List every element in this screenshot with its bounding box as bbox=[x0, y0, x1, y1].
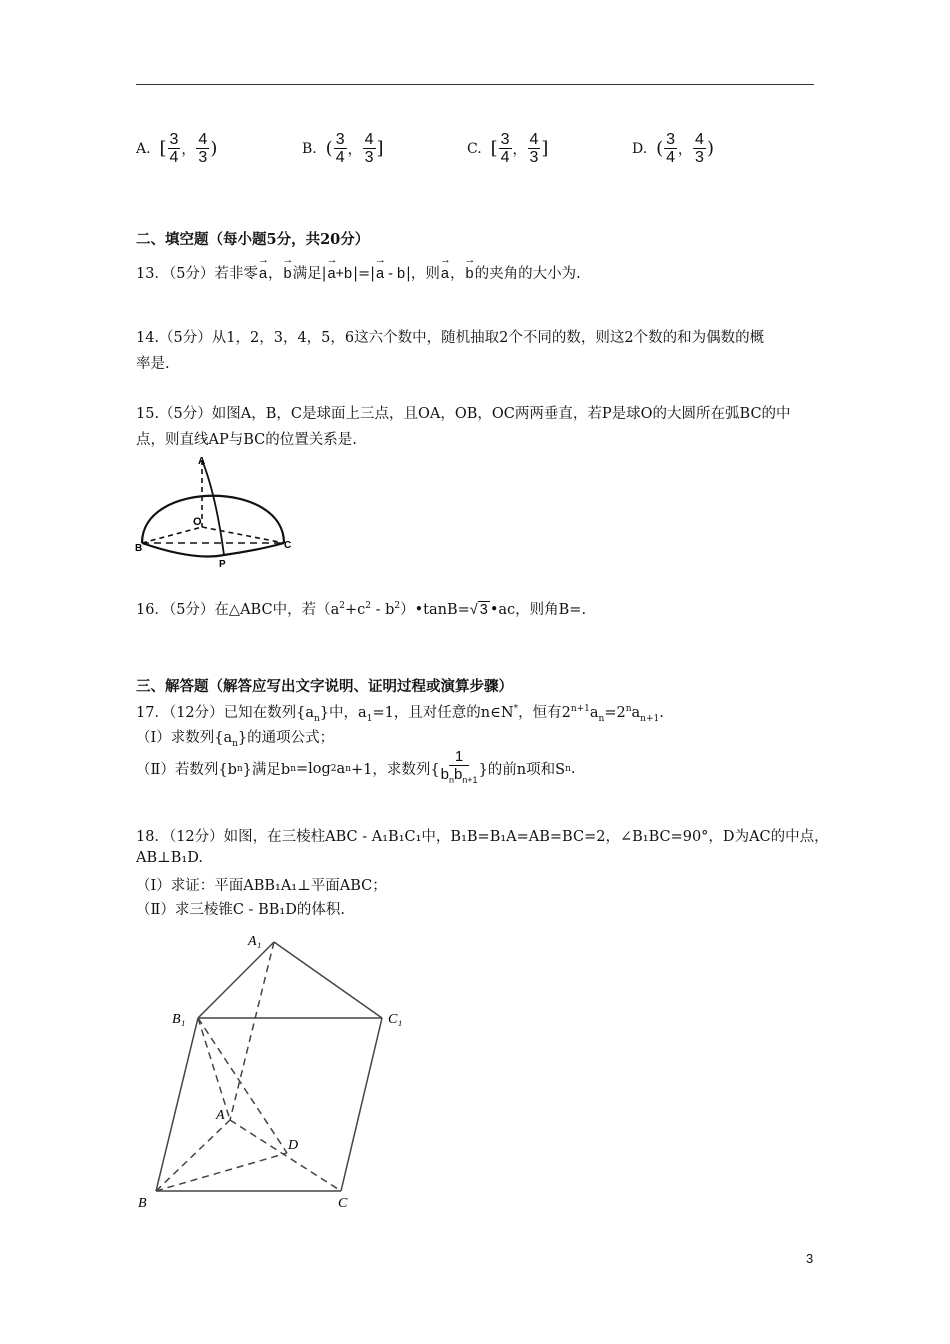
label-b1: B₁ bbox=[172, 1012, 186, 1027]
prism-figure bbox=[134, 925, 424, 1220]
label-a: A bbox=[198, 456, 206, 467]
fraction: $\frac{4}{3}$ bbox=[198, 131, 208, 166]
vector-sum: → a+b bbox=[326, 266, 353, 282]
fraction: $\frac{3}{4}$ bbox=[169, 131, 179, 166]
label-p: P bbox=[219, 559, 226, 570]
fraction: $\frac{4}{3}$ bbox=[529, 131, 539, 166]
question-18-part1: （Ⅰ）求证：平面ABB₁A₁⊥平面ABC； bbox=[136, 878, 387, 894]
label-b: B bbox=[138, 1196, 147, 1211]
option-b: B. ( $\frac{3}{4}$ ， $\frac{4}{3}$ ] bbox=[302, 131, 384, 166]
question-18-line2: AB⊥B₁D. bbox=[136, 850, 203, 866]
vector-b: → b bbox=[283, 266, 293, 282]
question-16: 16．（5分）在△ABC中，若（$a^2+c^2$ - $b^2)•\tan B=√$ 3 •ac，则角B=. bbox=[136, 601, 587, 618]
label-a: A bbox=[216, 1108, 225, 1123]
label-d: D bbox=[288, 1138, 299, 1153]
question-14-line1: 14.（5分）从1，2，3，4，5，6这六个数中，随机抽取2个不同的数，则这2个数的和为偶数的概 bbox=[136, 330, 765, 346]
question-13: 13．（5分）若非零→ a，→ b满足|→ a+b|=|→ a - b|，则→ a，→ b的夹角的大小为. bbox=[136, 262, 581, 283]
square-root: √ 3 bbox=[469, 602, 488, 618]
fraction: $\frac{3}{4}$ bbox=[666, 131, 676, 166]
label-a1: A₁ bbox=[248, 934, 262, 949]
header-rule bbox=[136, 84, 814, 85]
fraction: $\frac{3}{4}$ bbox=[500, 131, 510, 166]
question-18-part2: （Ⅱ）求三棱锥C - BB₁D的体积. bbox=[136, 902, 345, 918]
option-d: D. ( $\frac{3}{4}$ ， $\frac{4}{3}$ ) bbox=[632, 131, 714, 166]
section-heading-solutions: 三、解答题（解答应写出文字说明、证明过程或演算步骤） bbox=[136, 678, 513, 695]
question-17-part2: （Ⅱ）若数列{b n }满足b n =log 2 a n +1，求数列{ $\frac{1}{b_nb_{n+1}}$ }的前n项和S n . bbox=[136, 748, 575, 789]
question-18-line1: 18．（12分）如图，在三棱柱ABC - A₁B₁C₁中，B₁B=B₁A=AB=BC=2，∠B₁BC=90°，D为AC的中点， bbox=[136, 829, 829, 845]
vector-diff: → a - b bbox=[375, 266, 406, 282]
page-number: 3 bbox=[806, 1251, 814, 1266]
question-17-stem: 17．（12分）已知在数列$\{a_n\}$中，$a_1=1$，且对任意的n∈N*，恒有$2^{n+1}a_n=2^na_{n+1}$. bbox=[136, 704, 664, 724]
vector-a: → a bbox=[258, 266, 268, 282]
fraction: $\frac{4}{3}$ bbox=[695, 131, 704, 166]
label-c1: C₁ bbox=[388, 1012, 403, 1027]
question-17-part1: （Ⅰ）求数列$\{a_n\}$的通项公式； bbox=[136, 730, 335, 749]
option-c: C. [ $\frac{3}{4}$ ， $\frac{4}{3}$ ] bbox=[467, 131, 549, 166]
section-heading-fill-in: 二、填空题（每小题5分，共20分） bbox=[136, 231, 370, 248]
label-c: C bbox=[284, 540, 292, 551]
fraction: $\frac{4}{3}$ bbox=[364, 131, 374, 166]
label-b: B bbox=[135, 543, 143, 554]
question-15-line1: 15.（5分）如图A，B，C是球面上三点，且OA，OB，OC两两垂直，若P是球O的大圆所在弧BC的中 bbox=[136, 406, 791, 422]
label-o: O bbox=[193, 516, 202, 528]
option-a: A. [ $\frac{3}{4}$ ， $\frac{4}{3}$ ) bbox=[136, 131, 218, 166]
question-15-line2: 点，则直线AP与BC的位置关系是. bbox=[136, 432, 357, 448]
question-14-line2: 率是. bbox=[136, 356, 170, 372]
fraction-1-over-bnbn1: $\frac{1}{b_nb_{n+1}}$ bbox=[440, 748, 478, 785]
hemisphere-figure bbox=[134, 455, 294, 570]
fraction: $\frac{3}{4}$ bbox=[335, 131, 345, 166]
label-c: C bbox=[338, 1196, 348, 1211]
